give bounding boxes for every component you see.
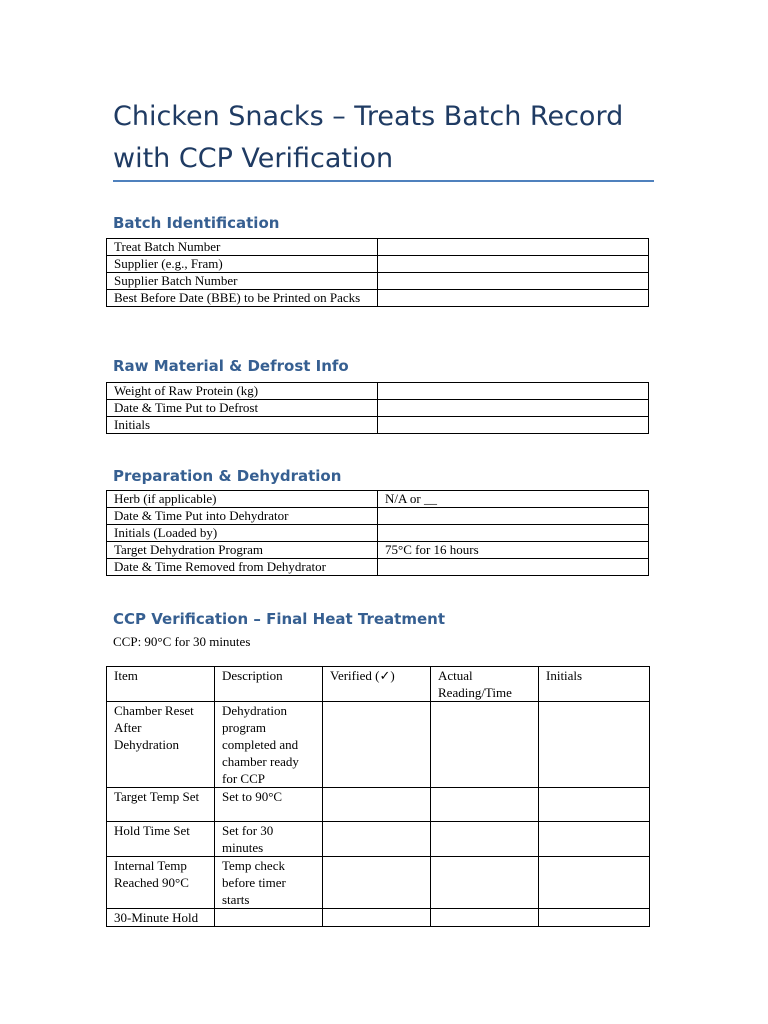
ccp-verification-table <box>106 666 650 927</box>
cell-initials[interactable] <box>539 822 650 857</box>
column-header-initials: Initials <box>539 667 650 702</box>
section-heading-ccp: CCP Verification – Final Heat Treatment <box>113 610 445 628</box>
field-label: Supplier Batch Number <box>107 273 378 290</box>
table-row <box>107 542 649 559</box>
raw-material-table <box>106 382 649 434</box>
table-row <box>107 508 649 525</box>
table-row <box>107 383 649 400</box>
table-row <box>107 256 649 273</box>
field-label: Date & Time Removed from Dehydrator <box>107 559 378 576</box>
cell-description: Dehydration program completed and chamber ready for CCP <box>215 702 323 788</box>
table-row <box>107 417 649 434</box>
column-header-verified: Verified (✓) <box>323 667 431 702</box>
cell-verified[interactable] <box>323 788 431 822</box>
cell-actual[interactable] <box>431 788 539 822</box>
table-row <box>107 909 650 927</box>
cell-verified[interactable] <box>323 857 431 909</box>
field-label: Weight of Raw Protein (kg) <box>107 383 378 400</box>
table-row <box>107 559 649 576</box>
cell-initials[interactable] <box>539 909 650 927</box>
cell-actual[interactable] <box>431 702 539 788</box>
field-value[interactable] <box>378 290 649 307</box>
field-value[interactable] <box>378 383 649 400</box>
field-value[interactable] <box>378 559 649 576</box>
cell-verified[interactable] <box>323 702 431 788</box>
cell-item: Internal Temp Reached 90°C <box>107 857 215 909</box>
field-value[interactable] <box>378 525 649 542</box>
cell-description <box>215 909 323 927</box>
field-label: Initials <box>107 417 378 434</box>
cell-actual[interactable] <box>431 857 539 909</box>
cell-item: Chamber Reset After Dehydration <box>107 702 215 788</box>
field-label: Supplier (e.g., Fram) <box>107 256 378 273</box>
cell-actual[interactable] <box>431 822 539 857</box>
section-heading-preparation: Preparation & Dehydration <box>113 467 342 485</box>
cell-verified[interactable] <box>323 822 431 857</box>
field-label: Date & Time Put to Defrost <box>107 400 378 417</box>
field-value[interactable] <box>378 417 649 434</box>
field-value[interactable]: N/A or __ <box>378 491 649 508</box>
field-label: Treat Batch Number <box>107 239 378 256</box>
column-header-actual-reading: Actual Reading/Time <box>431 667 539 702</box>
table-row <box>107 400 649 417</box>
field-value[interactable]: 75°C for 16 hours <box>378 542 649 559</box>
field-value[interactable] <box>378 400 649 417</box>
table-row <box>107 822 650 857</box>
field-label: Target Dehydration Program <box>107 542 378 559</box>
table-row <box>107 491 649 508</box>
cell-initials[interactable] <box>539 788 650 822</box>
table-row <box>107 525 649 542</box>
table-row <box>107 788 650 822</box>
cell-description: Set to 90°C <box>215 788 323 822</box>
table-header-row <box>107 667 650 702</box>
table-row <box>107 857 650 909</box>
field-value[interactable] <box>378 256 649 273</box>
field-value[interactable] <box>378 273 649 290</box>
cell-actual[interactable] <box>431 909 539 927</box>
cell-description: Set for 30 minutes <box>215 822 323 857</box>
field-label: Herb (if applicable) <box>107 491 378 508</box>
cell-description: Temp check before timer starts <box>215 857 323 909</box>
field-value[interactable] <box>378 508 649 525</box>
field-label: Initials (Loaded by) <box>107 525 378 542</box>
field-value[interactable] <box>378 239 649 256</box>
cell-item: Target Temp Set <box>107 788 215 822</box>
batch-identification-table <box>106 238 649 307</box>
table-row <box>107 273 649 290</box>
column-header-description: Description <box>215 667 323 702</box>
ccp-note: CCP: 90°C for 30 minutes <box>113 634 251 649</box>
table-row <box>107 239 649 256</box>
field-label: Best Before Date (BBE) to be Printed on Packs <box>107 290 378 307</box>
section-heading-batch: Batch Identification <box>113 214 280 232</box>
page-title: Chicken Snacks – Treats Batch Record with CCP Verification <box>113 101 624 174</box>
cell-initials[interactable] <box>539 857 650 909</box>
cell-initials[interactable] <box>539 702 650 788</box>
field-label: Date & Time Put into Dehydrator <box>107 508 378 525</box>
cell-item: 30-Minute Hold <box>107 909 215 927</box>
preparation-table <box>106 490 649 576</box>
cell-item: Hold Time Set <box>107 822 215 857</box>
cell-verified[interactable] <box>323 909 431 927</box>
table-row <box>107 290 649 307</box>
table-row <box>107 702 650 788</box>
section-heading-raw-material: Raw Material & Defrost Info <box>113 357 349 375</box>
column-header-item: Item <box>107 667 215 702</box>
title-divider <box>113 180 654 182</box>
